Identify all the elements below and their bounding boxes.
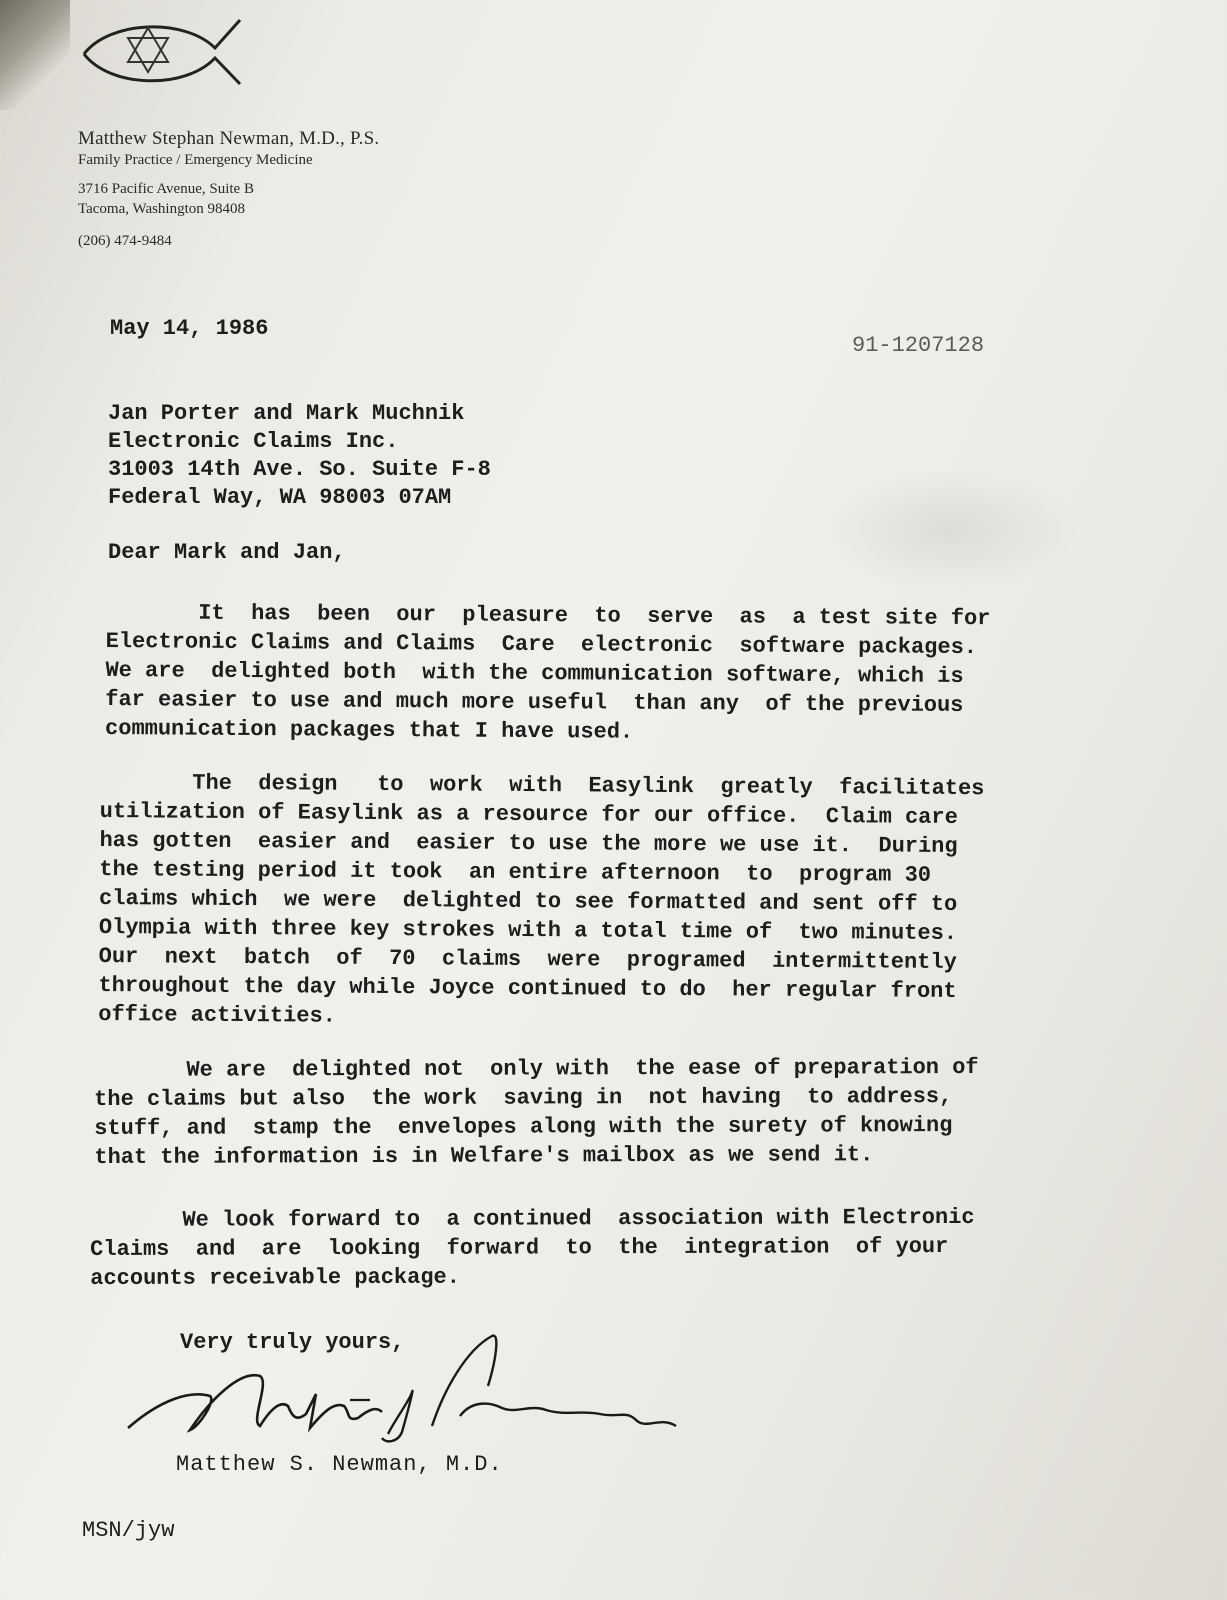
practice-address (78, 179, 379, 219)
paragraph-line: communication packages that I have used. (105, 715, 634, 745)
practice-address-line1: 3716 Pacific Avenue, Suite B (78, 181, 254, 197)
paragraph-line: accounts receivable package. (90, 1264, 460, 1291)
ichthys-star-of-david-icon (80, 10, 250, 95)
paragraph-line: Our next batch of 70 claims were programed intermittently (98, 943, 957, 975)
recipient-line1: Jan Porter and Mark Muchnik (108, 401, 465, 426)
paragraph-line: the testing period it took an entire afternoon to program 30 (99, 856, 932, 888)
paragraph-line: Electronic Claims and Claims Care electronic software packages. (105, 628, 978, 661)
body-paragraph (105, 598, 1227, 751)
paragraph-line: The design to work with Easylink greatly facilitates (99, 769, 985, 802)
practice-name: Matthew Stephan Newman, M.D., P.S. (78, 128, 380, 149)
letter-date: May 14, 1986 (110, 316, 269, 341)
paragraph-line: has gotten easier and easier to use the more we use it. During (99, 827, 958, 859)
paragraph-line: that the information is in Welfare's mailbox as we send it. (94, 1142, 874, 1170)
body-paragraph (90, 1202, 1220, 1293)
recipient-line3: 31003 14th Ave. So. Suite F-8 (108, 457, 491, 482)
practice-specialty: Family Practice / Emergency Medicine (78, 152, 313, 168)
paragraph-line: It has been our pleasure to serve as a test site for (105, 599, 991, 632)
paragraph-line: We are delighted both with the communication software, which is (105, 657, 964, 689)
practice-phone: (206) 474-9484 (78, 233, 172, 249)
practice-address-line2: Tacoma, Washington 98408 (78, 201, 246, 217)
salutation: Dear Mark and Jan, (108, 540, 346, 565)
paragraph-line: We are delighted not only with the ease of preparation of (94, 1054, 979, 1083)
signer-name: Matthew S. Newman, M.D. (176, 1452, 503, 1477)
recipient-line2: Electronic Claims Inc. (108, 429, 399, 454)
handwritten-signature (120, 1330, 700, 1455)
recipient-address (108, 400, 491, 512)
paragraph-line: utilization of Easylink as a resource for our office. Claim care (99, 798, 958, 830)
closing: Very truly yours, (180, 1330, 405, 1355)
paragraph-line: Claims and are looking forward to the integration of your (90, 1234, 949, 1262)
paragraph-line: throughout the day while Joyce continued to do her regular front (98, 972, 957, 1004)
paragraph-line: stuff, and stamp the envelopes along with the surety of knowing (94, 1113, 953, 1141)
paragraph-line: We look forward to a continued association with Electronic (90, 1204, 975, 1233)
recipient-line4: Federal Way, WA 98003 07AM (108, 485, 452, 510)
paragraph-line: the claims but also the work saving in not having to address, (94, 1084, 953, 1112)
paragraph-line: Olympia with three key strokes with a total time of two minutes. (98, 914, 958, 946)
paragraph-line: far easier to use and much more useful than any of the previous (105, 686, 964, 718)
body-paragraph (98, 768, 1227, 1037)
body-paragraph (94, 1052, 1224, 1172)
typist-initials: MSN/jyw (82, 1518, 175, 1543)
paragraph-line: office activities. (98, 1001, 337, 1029)
reference-number: 91-1207128 (852, 333, 985, 358)
paragraph-line: claims which we were delighted to see formatted and sent off to (99, 885, 958, 917)
letterhead (78, 128, 379, 250)
